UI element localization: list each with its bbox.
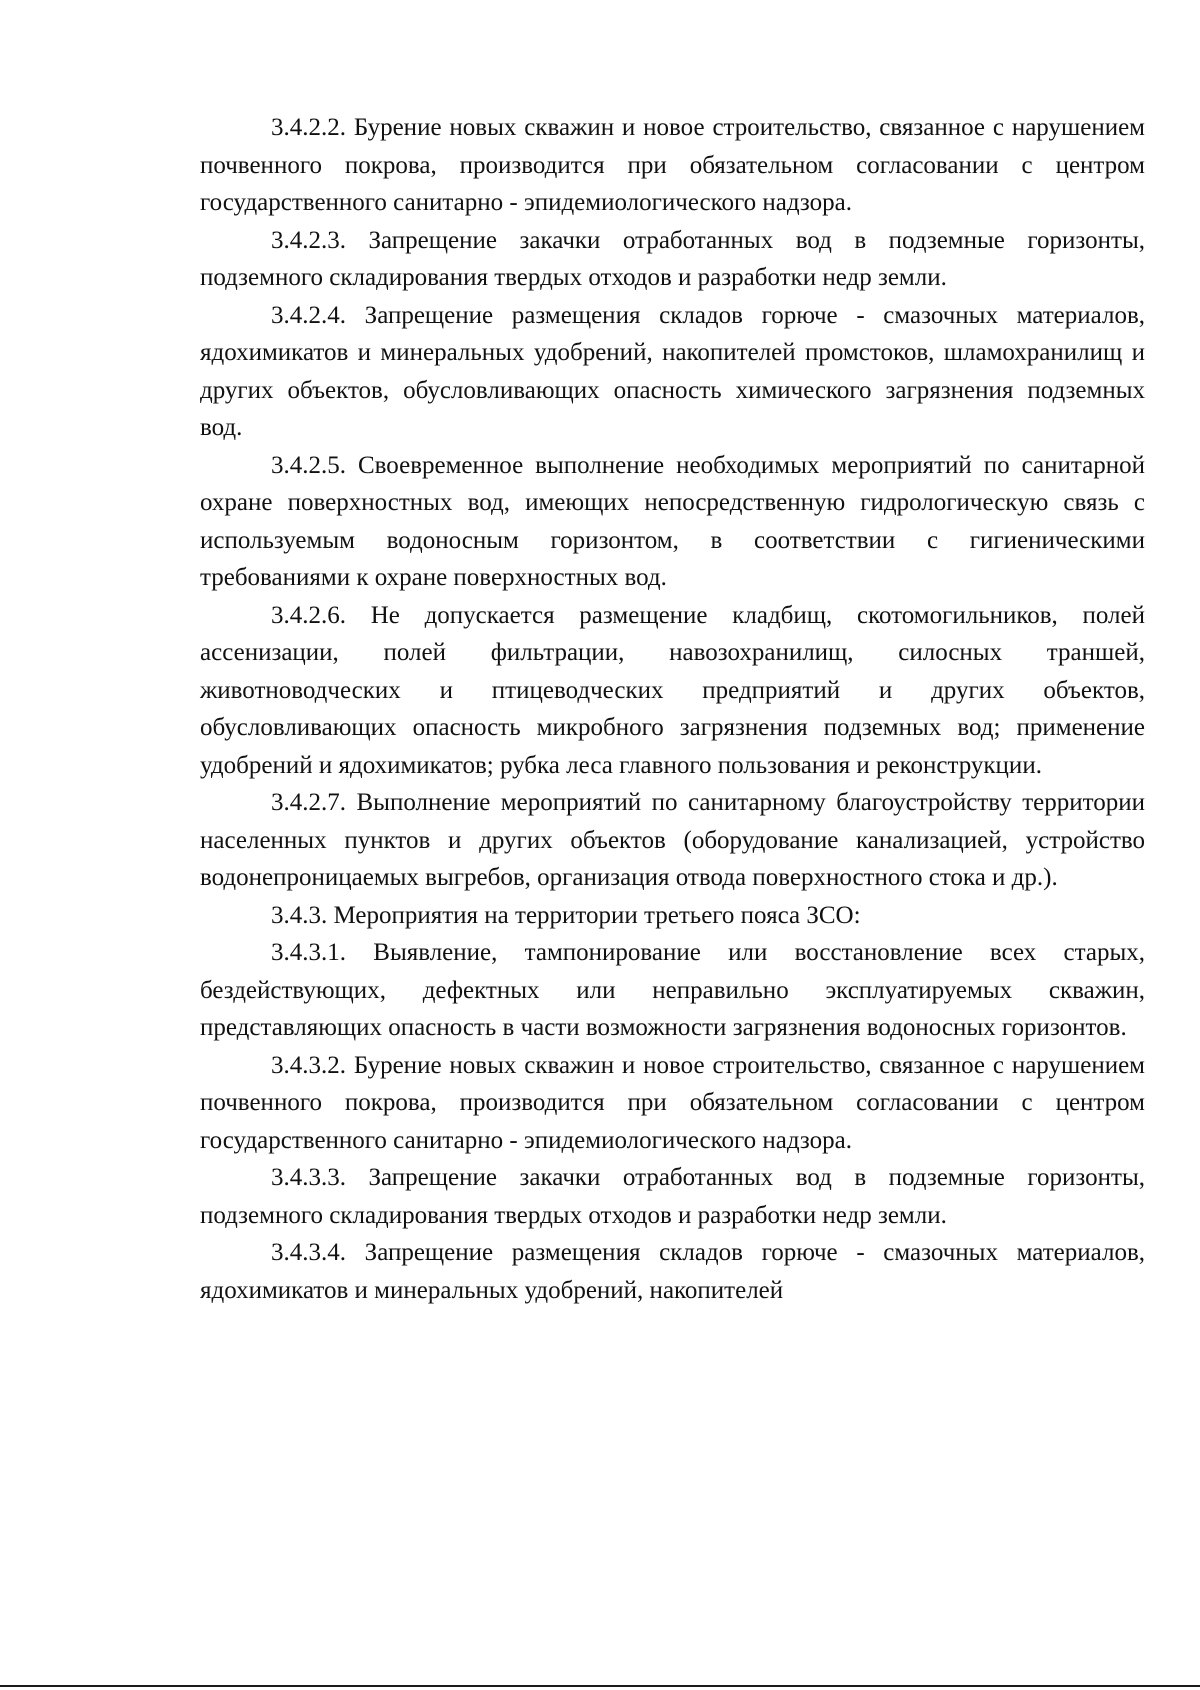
paragraph-3-4-3-heading: 3.4.3. Мероприятия на территории третьего пояса ЗСО: (271, 901, 861, 929)
paragraph-3-4-3-2: 3.4.3.2. Бурение новых скважин и новое строительство, связанное с нарушением почвенного покрова, производится при обязательном согласовании с центром государственного санитарно - эпидемиологического надзора. (200, 1051, 1145, 1154)
paragraph-3-4-2-7: 3.4.2.7. Выполнение мероприятий по санитарному благоустройству территории населенных пунктов и других объектов (оборудование канализацией, устройство водонепроницаемых выгребов, организация отвода поверхностного стока и др.). (200, 789, 1145, 891)
paragraph-3-4-2-4: 3.4.2.4. Запрещение размещения складов горюче - смазочных материалов, ядохимикатов и минеральных удобрений, накопителей промстоков, шламохранилищ и других объектов, обусловливающих опасность химического загрязнения подземных вод. (200, 301, 1145, 441)
paragraph-3-4-3-3: 3.4.3.3. Запрещение закачки отработанных вод в подземные горизонты, подземного складирования твердых отходов и разработки недр земли. (200, 1164, 1145, 1229)
paragraph-3-4-3-4: 3.4.3.4. Запрещение размещения складов горюче - смазочных материалов, ядохимикатов и минеральных удобрений, накопителей (200, 1239, 1145, 1304)
paragraph-3-4-2-6: 3.4.2.6. Не допускается размещение кладбищ, скотомогильников, полей ассенизации, полей фильтрации, навозохранилищ, силосных траншей, животноводческих и птицеводческих предприятий и других объектов, обусловливающих опасность микробного загрязнения подземных вод; применение удобрений и ядохимикатов; рубка леса главного пользования и реконструкции. (200, 601, 1145, 779)
page-bottom-rule (0, 1685, 1200, 1687)
paragraph-3-4-3-1: 3.4.3.1. Выявление, тампонирование или восстановление всех старых, бездействующих, дефектных или неправильно эксплуатируемых скважин, представляющих опасность в части возможности загрязнения водоносных горизонтов. (200, 939, 1145, 1041)
paragraph-3-4-2-3: 3.4.2.3. Запрещение закачки отработанных вод в подземные горизонты, подземного складирования твердых отходов и разработки недр земли. (200, 226, 1145, 291)
paragraph-3-4-2-5: 3.4.2.5. Своевременное выполнение необходимых мероприятий по санитарной охране поверхностных вод, имеющих непосредственную гидрологическую связь с используемым водоносным горизонтом, в соответствии с гигиеническими требованиями к охране поверхностных вод. (200, 451, 1145, 591)
document-page (200, 109, 1145, 1309)
paragraph-3-4-2-2: 3.4.2.2. Бурение новых скважин и новое строительство, связанное с нарушением почвенного покрова, производится при обязательном согласовании с центром государственного санитарно - эпидемиологического надзора. (200, 114, 1145, 216)
